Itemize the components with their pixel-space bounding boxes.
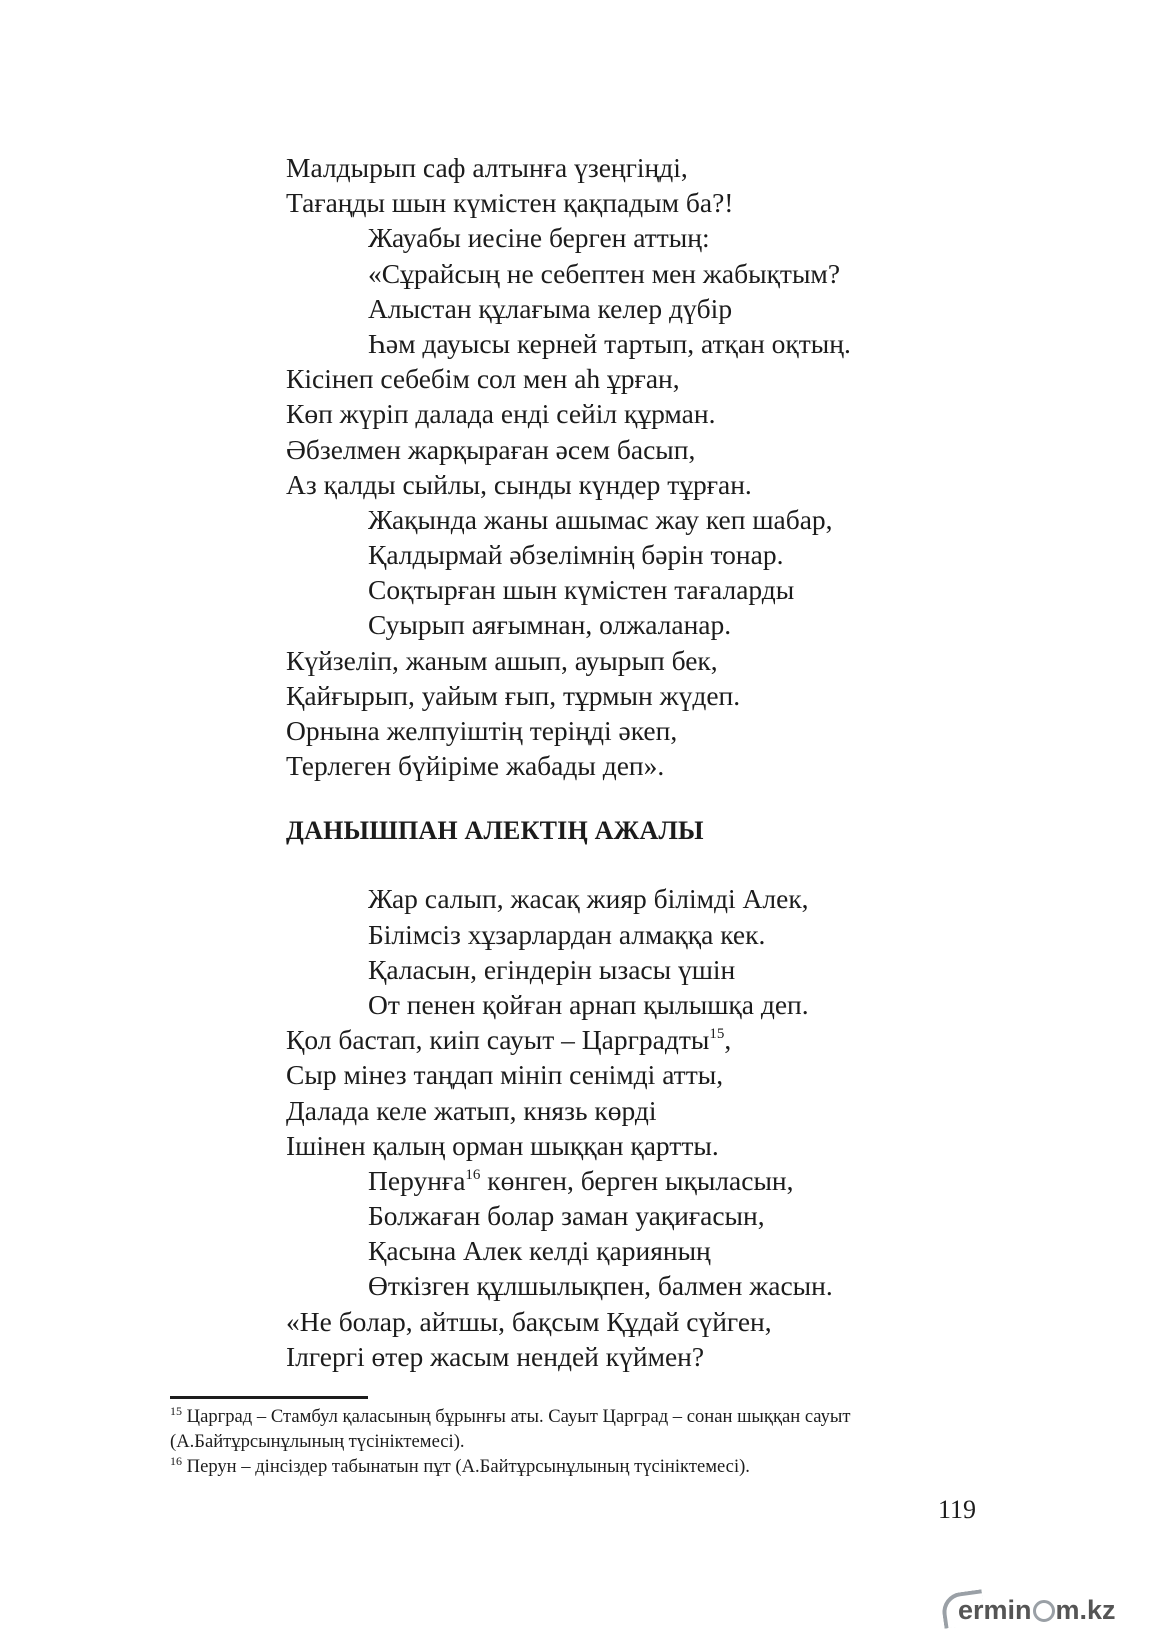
footnote-16	[170, 1454, 1010, 1479]
poem-line	[286, 256, 1046, 291]
poem-line-text: Аз қалды сыйлы, сынды күндер тұрған.	[286, 468, 752, 500]
poem-line	[286, 1198, 1046, 1233]
poem-line-text: Күйзеліп, жаным ашып, ауырып бек,	[286, 644, 718, 676]
poem-line	[286, 326, 1046, 361]
poem-line	[286, 952, 1046, 987]
poem-line-text: Кісінеп себебім сол мен аһ ұрған,	[286, 363, 680, 395]
poem-line	[286, 1057, 1046, 1092]
poem-line-text: Перунға	[368, 1164, 466, 1196]
poem-line-text: Жақында жаны ашымас жау кеп шабар,	[368, 503, 833, 535]
poem-line	[286, 1339, 1046, 1374]
section-heading: ДАНЫШПАН АЛЕКТІҢ АЖАЛЫ	[286, 816, 704, 846]
footnote-separator	[170, 1396, 368, 1399]
poem-stanza-group-1	[286, 150, 1046, 783]
poem-line-text: Орнына желпуіштің теріңді әкеп,	[286, 715, 678, 746]
poem-line-text: Малдырып саф алтынға үзеңгіңді,	[286, 152, 688, 183]
watermark-o-icon	[1033, 1600, 1055, 1622]
poem-line-text: Һәм дауысы керней тартып, атқан оқтың.	[368, 327, 851, 359]
watermark-text-end: m.kz	[1055, 1595, 1116, 1625]
poem-line-text-after: ,	[724, 1024, 732, 1056]
poem-line	[286, 537, 1046, 572]
poem-line-text: От пенен қойған арнап қылышқа деп.	[368, 988, 809, 1020]
poem-line-text-after: көнген, берген ықыласын,	[480, 1164, 794, 1196]
poem-line	[286, 1233, 1046, 1268]
poem-line	[286, 748, 1046, 783]
poem-body	[286, 150, 1046, 1374]
poem-line	[286, 881, 1046, 916]
poem-line-text: Болжаған болар заман уақиғасын,	[368, 1200, 765, 1232]
poem-line	[286, 1163, 1046, 1198]
poem-line	[286, 502, 1046, 537]
poem-line	[286, 1268, 1046, 1303]
poem-line	[286, 1304, 1046, 1339]
poem-line	[286, 432, 1046, 467]
poem-line-text: Далада келе жатып, князь көрді	[286, 1094, 657, 1126]
poem-line	[286, 572, 1046, 607]
poem-line-text: Қаласын, егіндерін ызасы үшін	[368, 953, 736, 985]
poem-line-text: Білімсіз хұзарлардан алмаққа кек.	[368, 918, 766, 950]
watermark-logo	[948, 1588, 1148, 1632]
poem-line	[286, 361, 1046, 396]
poem-line-text: Көп жүріп далада енді сейіл құрман.	[286, 398, 716, 430]
poem-line-text: Жауабы иесіне берген аттың:	[368, 222, 710, 254]
poem-line	[286, 1128, 1046, 1163]
poem-line-text: Терлеген бүйіріме жабады деп».	[286, 750, 665, 782]
poem-line	[286, 220, 1046, 255]
poem-line-text: Қайғырып, уайым ғып, тұрмын жүдеп.	[286, 679, 741, 711]
poem-line	[286, 185, 1046, 220]
poem-line-text: «Сұрайсың не себептен мен жабықтым?	[368, 257, 841, 289]
poem-line-text: Әбзелмен жарқыраған әсем басып,	[286, 433, 696, 465]
poem-line-text: Ішінен қалың орман шыққан қартты.	[286, 1129, 719, 1161]
page-number: 119	[938, 1495, 977, 1524]
poem-line-text: Ілгергі өтер жасым нендей күймен?	[286, 1340, 705, 1372]
poem-line	[286, 467, 1046, 502]
poem-line-text: Соқтырған шын күмістен тағаларды	[368, 574, 795, 606]
watermark-text-start: ermin	[958, 1595, 1032, 1625]
poem-line	[286, 917, 1046, 952]
poem-stanza-group-2	[286, 881, 1046, 1374]
footnote-reference: 15	[709, 1026, 725, 1043]
poem-line	[286, 1022, 1046, 1057]
poem-line-text: Қалдырмай әбзелімнің бәрін тонар.	[368, 539, 784, 571]
footnote-reference: 16	[465, 1166, 481, 1183]
footnote-15-continued: (А.Байтұрсынұлының түсініктемесі).	[170, 1431, 465, 1452]
poem-line-text: «Не болар, айтшы, бақсым Құдай сүйген,	[286, 1305, 772, 1337]
footnote-text: Перун – дінсіздер табынатын пұт (А.Байтұрсынұлының түсініктемесі).	[182, 1456, 750, 1477]
footnote-15	[170, 1404, 1010, 1429]
poem-line-text: Тағаңды шын күмістен қақпадым ба?!	[286, 187, 734, 219]
poem-line	[286, 713, 1046, 748]
poem-line	[286, 678, 1046, 713]
footnotes	[170, 1404, 1010, 1479]
poem-line-text: Қасына Алек келді қарияның	[368, 1235, 711, 1267]
watermark-swoosh-icon	[940, 1589, 986, 1629]
poem-line	[286, 1093, 1046, 1128]
poem-line	[286, 987, 1046, 1022]
footnote-mark: 16	[170, 1454, 182, 1468]
poem-line-text: Өткізген құлшылықпен, балмен жасын.	[368, 1270, 833, 1302]
footnote-text: Царград – Стамбул қаласының бұрынғы аты. Сауыт Царград – сонан шыққан сауыт	[182, 1406, 851, 1427]
poem-line-text: Жар салып, жасақ жияр білімді Алек,	[368, 883, 809, 915]
poem-line	[286, 150, 1046, 185]
poem-line	[286, 607, 1046, 642]
footnote-mark: 15	[170, 1404, 182, 1418]
poem-line	[286, 396, 1046, 431]
poem-line-text: Суырып аяғымнан, олжаланар.	[368, 609, 732, 641]
poem-line	[286, 291, 1046, 326]
poem-line	[286, 643, 1046, 678]
poem-line-text: Сыр мінез таңдап мініп сенімді атты,	[286, 1059, 724, 1091]
poem-line-text: Қол бастап, киіп сауыт – Царградты	[286, 1024, 710, 1056]
poem-line-text: Алыстан құлағыма келер дүбір	[368, 292, 733, 324]
